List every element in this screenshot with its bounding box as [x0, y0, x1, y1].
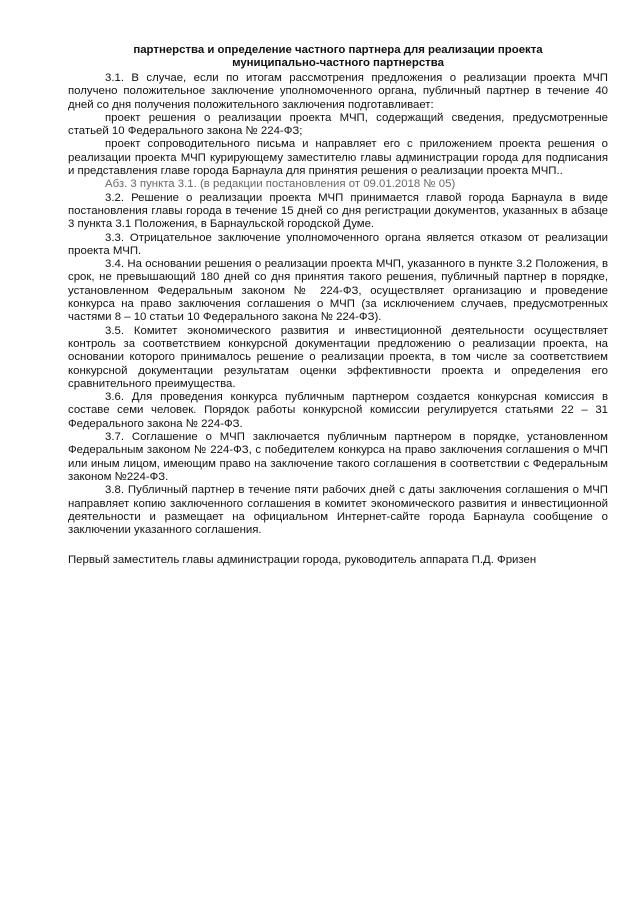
amendment-note [68, 178, 608, 191]
paragraph-3-1: 3.1. В случае, если по итогам рассмотрения предложения о реализации проекта МЧП получено положительное заключение уполномоченного органа, публичный партнер в течение 40 дней со дня получения положительного заключения подготавливает: [68, 72, 608, 111]
amendment-suffix: ) [451, 178, 456, 191]
paragraph-3-8: 3.8. Публичный партнер в течение пяти рабочих дней с даты заключения соглашения о МЧП направляет копию заключенного соглашения в комитет экономического развития и инвестиционной деятельности и размещает на официальном Интернет-сайте города Барнаула сообщение о заключении указанного соглашения. [68, 484, 608, 537]
title-line-1: партнерства и определение частного партнера для реализации проекта [133, 44, 543, 56]
paragraph-3-1-item-b: проект сопроводительного письма и направляет его с приложением проекта решения о реализации проекта МЧП курирующему заместителю главы администрации города для подписания и представления главе города Барнаула для принятия решения о реализации проекта МЧП.. [68, 138, 608, 178]
amendment-link[interactable]: постановления от 09.01.2018 № 05 [265, 178, 452, 191]
paragraph-3-7: 3.7. Соглашение о МЧП заключается публичным партнером в порядке, установленном Федеральным законом № 224-ФЗ, с победителем конкурса на право заключения соглашения о МЧП или иным лицом, имеющим право на заключение такого соглашения в соответствии с Федеральным законом №224-ФЗ. [68, 431, 608, 483]
paragraph-3-3: 3.3. Отрицательное заключение уполномоченного органа является отказом от реализации проекта МЧП. [68, 231, 608, 257]
paragraph-3-6: 3.6. Для проведения конкурса публичным партнером создается конкурсная комиссия в составе семи человек. Порядок работы конкурсной комиссии регулируется статьями 22 – 31 Федерального закона № 224-ФЗ. [68, 391, 608, 430]
paragraph-3-2: 3.2. Решение о реализации проекта МЧП принимается главой города Барнаула в виде постановления главы города в течение 15 дней со дня регистрации документов, указанных в абзаце 3 пункта 3.1 Положения, в Барнаульской городской Думе. [68, 191, 608, 231]
signature-line: Первый заместитель главы администрации города, руководитель аппарата П.Д. Фризен [68, 554, 537, 567]
paragraph-3-1-item-a: проект решения о реализации проекта МЧП, содержащий сведения, предусмотренные статьей 10 Федерального закона № 224-ФЗ; [68, 111, 608, 138]
paragraph-3-4: 3.4. На основании решения о реализации проекта МЧП, указанного в пункте 3.2 Положения, в срок, не превышающий 180 дней со дня принятия такого решения, публичный партнер в порядке, установленном Федеральным законом № 224-ФЗ, осуществляет организацию и проведение конкурса на право заключения соглашения о МЧП (за исключением случаев, предусмотренных частями 8 – 10 статьи 10 Федерального закона № 224-ФЗ). [68, 258, 608, 324]
title-line-2: муниципально-частного партнерства [232, 57, 444, 69]
section-title [68, 44, 608, 70]
document-page [68, 44, 608, 567]
paragraph-3-5: 3.5. Комитет экономического развития и инвестиционной деятельности осуществляет контроль за соответствием конкурсной документации предложению о реализации проекта, на основании которого принималось решение о реализации проекта, в том числе за соответствием конкурсной документации результатам оценки эффективности проекта и определения его сравнительного преимущества. [68, 324, 608, 390]
amendment-prefix: Абз. 3 пункта 3.1. (в редакции [105, 178, 266, 191]
